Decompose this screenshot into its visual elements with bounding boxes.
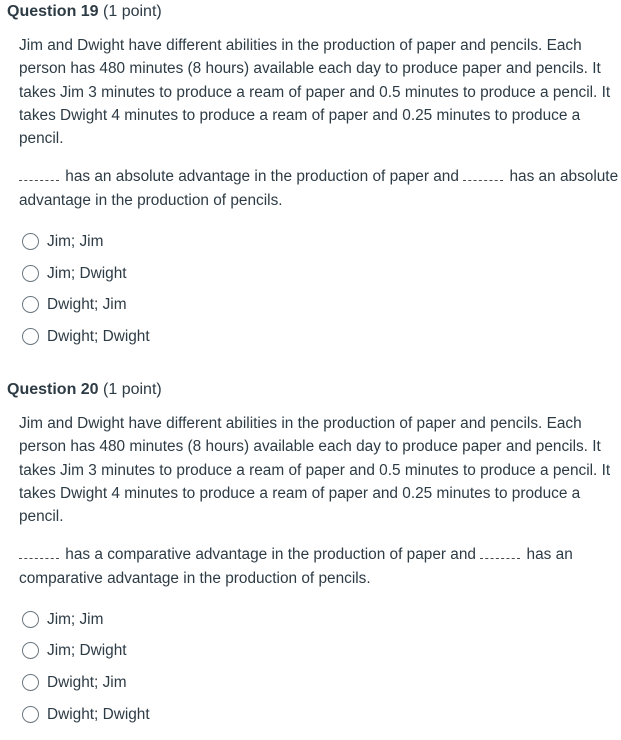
radio-button[interactable] (22, 611, 39, 628)
radio-button[interactable] (22, 296, 39, 313)
question-prompt (19, 165, 619, 212)
radio-button[interactable] (22, 674, 39, 691)
radio-button[interactable] (22, 706, 39, 723)
prompt-part-1: has an absolute advantage in the production of paper and (65, 168, 459, 186)
question-body (19, 34, 619, 212)
radio-button[interactable] (22, 233, 39, 250)
question-points: (1 point) (103, 3, 162, 20)
radio-button[interactable] (22, 265, 39, 282)
radio-button[interactable] (22, 642, 39, 659)
blank-1 (19, 168, 59, 181)
question-prompt (19, 543, 619, 590)
question-title: Question 20 (7, 381, 99, 398)
option-label[interactable]: Jim; Dwight (47, 642, 127, 659)
option-label[interactable]: Dwight; Jim (47, 674, 127, 691)
question-header (7, 380, 162, 400)
blank-2 (480, 546, 520, 559)
prompt-part-1: has a comparative advantage in the production of paper and (65, 546, 476, 564)
option-label[interactable]: Dwight; Jim (47, 296, 127, 313)
option-label[interactable]: Jim; Dwight (47, 265, 127, 282)
radio-button[interactable] (22, 328, 39, 345)
prompt-part-2: has an comparative advantage in the production of pencils. (19, 546, 573, 587)
prompt-part-2: has an absolute advantage in the production of pencils. (19, 168, 619, 209)
question-text: Jim and Dwight have different abilities in the production of paper and pencils. Each person has 480 minutes (8 hours) available each day to produce paper and pencils. It takes Jim 3 minutes to produce a ream of paper and 0.5 minutes to produce a pencil. It takes Dwight 4 minutes to produce a ream of paper and 0.25 minutes to produce a pencil. (19, 37, 611, 148)
question-header (7, 2, 162, 22)
blank-1 (19, 546, 59, 559)
option-label[interactable]: Jim; Jim (47, 233, 104, 250)
question-title: Question 19 (7, 3, 99, 20)
question-points: (1 point) (103, 381, 162, 398)
option-label[interactable]: Dwight; Dwight (47, 328, 150, 345)
option-label[interactable]: Dwight; Dwight (47, 706, 150, 723)
blank-2 (463, 168, 503, 181)
option-label[interactable]: Jim; Jim (47, 611, 104, 628)
question-body (19, 412, 619, 590)
question-text: Jim and Dwight have different abilities in the production of paper and pencils. Each person has 480 minutes (8 hours) available each day to produce paper and pencils. It takes Jim 3 minutes to produce a ream of paper and 0.5 minutes to produce a pencil. It takes Dwight 4 minutes to produce a ream of paper and 0.25 minutes to produce a pencil. (19, 415, 611, 526)
